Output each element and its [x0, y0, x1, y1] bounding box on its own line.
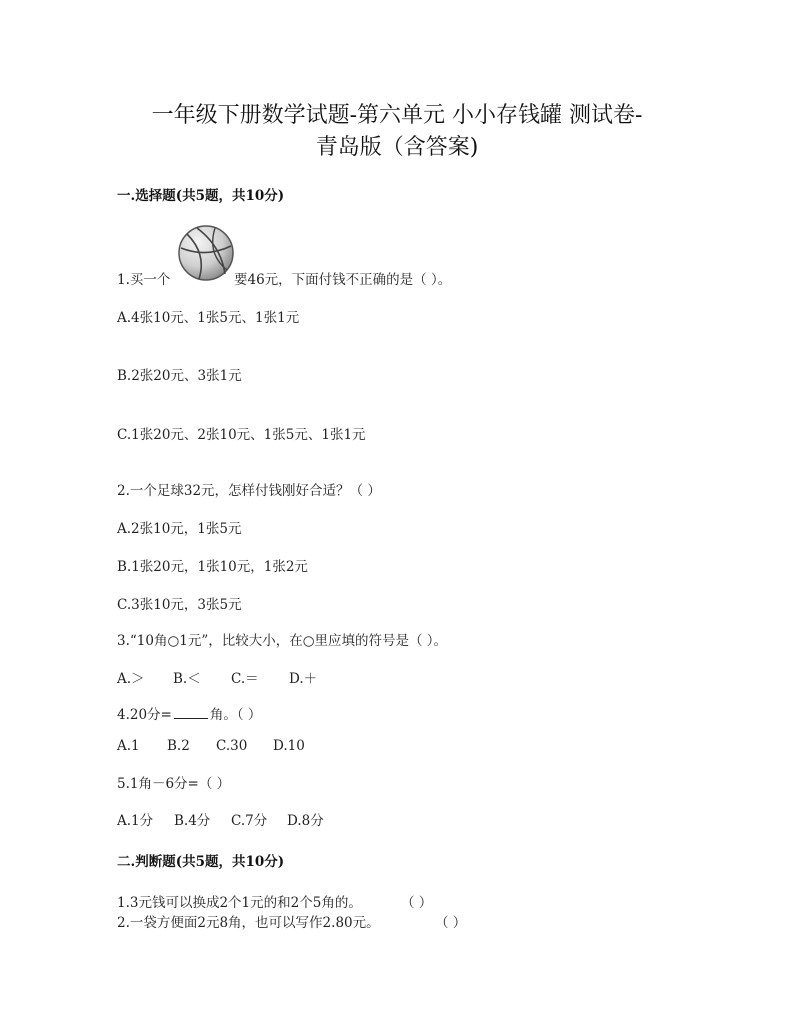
q1-option-b: B.2张20元、3张1元: [117, 368, 242, 384]
question-2: 2.一个足球32元，怎样付钱刚好合适？（ ）: [117, 483, 381, 499]
q4-option-a: A.1: [117, 738, 140, 754]
q3-option-a: A.＞: [117, 671, 145, 687]
page-title-line-1: 一年级下册数学试题-第六单元 小小存钱罐 测试卷-: [151, 103, 643, 128]
judgement-2-paren: （ ）: [435, 915, 467, 931]
question-4: [117, 703, 261, 723]
question-4-suffix: 角。（ ）: [209, 707, 262, 723]
q2-option-c: C.3张10元，3张5元: [117, 597, 242, 613]
q1-option-c: C.1张20元、2张10元、1张5元、1张1元: [117, 427, 366, 443]
q3-option-c: C.＝: [231, 671, 259, 687]
page-title-line-2: 青岛版（含答案): [315, 135, 479, 160]
section-heading-judgement: 二.判断题(共5题，共10分): [117, 854, 285, 870]
q4-option-d: D.10: [273, 738, 305, 754]
q5-option-a: A.1分: [117, 813, 154, 829]
q2-option-a: A.2张10元，1张5元: [117, 521, 242, 537]
q5-option-d: D.8分: [287, 813, 324, 829]
answer-blank: [174, 707, 208, 719]
judgement-1-paren: （ ）: [401, 895, 433, 911]
section-heading-choice: 一.选择题(共5题，共10分): [117, 188, 285, 204]
q4-option-c: C.30: [216, 738, 248, 754]
q2-option-b: B.1张20元，1张10元，1张2元: [117, 559, 308, 575]
q4-option-b: B.2: [167, 738, 190, 754]
basketball-icon: [177, 224, 235, 286]
question-3: 3.“10角○1元”，比较大小，在○里应填的符号是（ ）。: [117, 633, 448, 649]
q3-option-d: D.＋: [289, 671, 318, 687]
q3-option-b: B.＜: [173, 671, 201, 687]
judgement-2-text: 2.一袋方便面2元8角，也可以写作2.80元。: [117, 915, 380, 931]
q5-option-c: C.7分: [231, 813, 268, 829]
question-1-suffix: 要46元，下面付钱不正确的是（ ）。: [234, 272, 452, 288]
question-1-prefix: 1.买一个: [117, 272, 171, 288]
judgement-1-text: 1.3元钱可以换成2个1元的和2个5角的。: [117, 895, 362, 911]
q5-option-b: B.4分: [174, 813, 211, 829]
question-4-prefix: 4.20分=: [117, 707, 172, 723]
q1-option-a: A.4张10元、1张5元、1张1元: [117, 310, 300, 326]
question-5: 5.1角－6分=（ ）: [117, 776, 231, 792]
